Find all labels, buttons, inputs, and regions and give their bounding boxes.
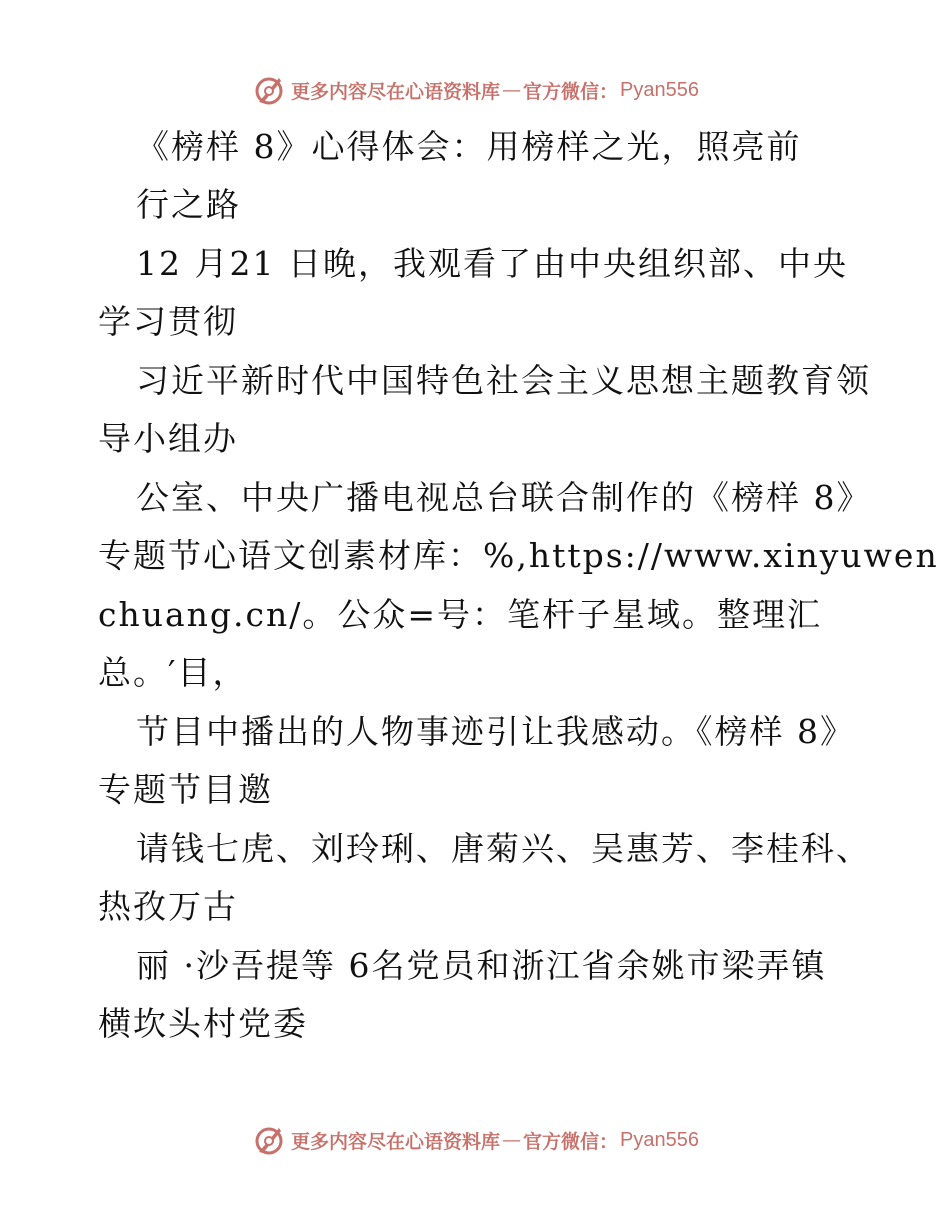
doc-line: chuang.cn/。公众=号：笔杆子星域。整理汇 xyxy=(98,595,823,634)
banner-wechat-id: Pyan556 xyxy=(620,78,699,101)
doc-line: 导小组办 xyxy=(98,419,238,458)
doc-line: 12 月21 日晚，我观看了由中央组织部、中央 xyxy=(136,244,848,283)
banner-separator: — xyxy=(502,79,522,101)
doc-line: 节目中播出的人物事迹引让我感动。《榜样 8》 xyxy=(136,712,855,751)
doc-line: 丽 ·沙吾提等 6名党员和浙江省余姚市梁弄镇 xyxy=(136,946,827,985)
quill-logo-icon xyxy=(251,72,287,108)
doc-line: 总。′目， xyxy=(98,653,248,692)
doc-line: 请钱七虎、刘玲琍、唐菊兴、吴惠芳、李桂科、 xyxy=(136,829,871,868)
doc-line: 专题节目邀 xyxy=(98,770,273,809)
doc-title-line-1: 《榜样 8》心得体会：用榜样之光，照亮前 xyxy=(136,127,802,166)
doc-line: 横坎头村党委 xyxy=(98,1004,308,1043)
footer-banner xyxy=(0,1120,950,1160)
doc-title-line-2: 行之路 xyxy=(136,185,241,224)
quill-logo-icon xyxy=(251,1122,287,1158)
doc-line: 热孜万古 xyxy=(98,887,238,926)
doc-line: 习近平新时代中国特色社会主义思想主题教育领 xyxy=(136,361,871,400)
doc-line: 学习贯彻 xyxy=(98,302,238,341)
doc-line: 专题节心语文创素材库：%,https://www.xinyuwen xyxy=(98,536,939,575)
banner-site-text: 更多内容尽在心语资料库 xyxy=(291,80,501,103)
doc-line: 公室、中央广播电视总台联合制作的《榜样 8》 xyxy=(136,478,872,517)
banner-wechat-label: 官方微信： xyxy=(523,1130,619,1153)
header-banner xyxy=(0,70,950,110)
banner-wechat-label: 官方微信： xyxy=(523,80,619,103)
banner-separator: — xyxy=(502,1129,522,1151)
banner-site-text: 更多内容尽在心语资料库 xyxy=(291,1130,501,1153)
banner-wechat-id: Pyan556 xyxy=(620,1128,699,1151)
